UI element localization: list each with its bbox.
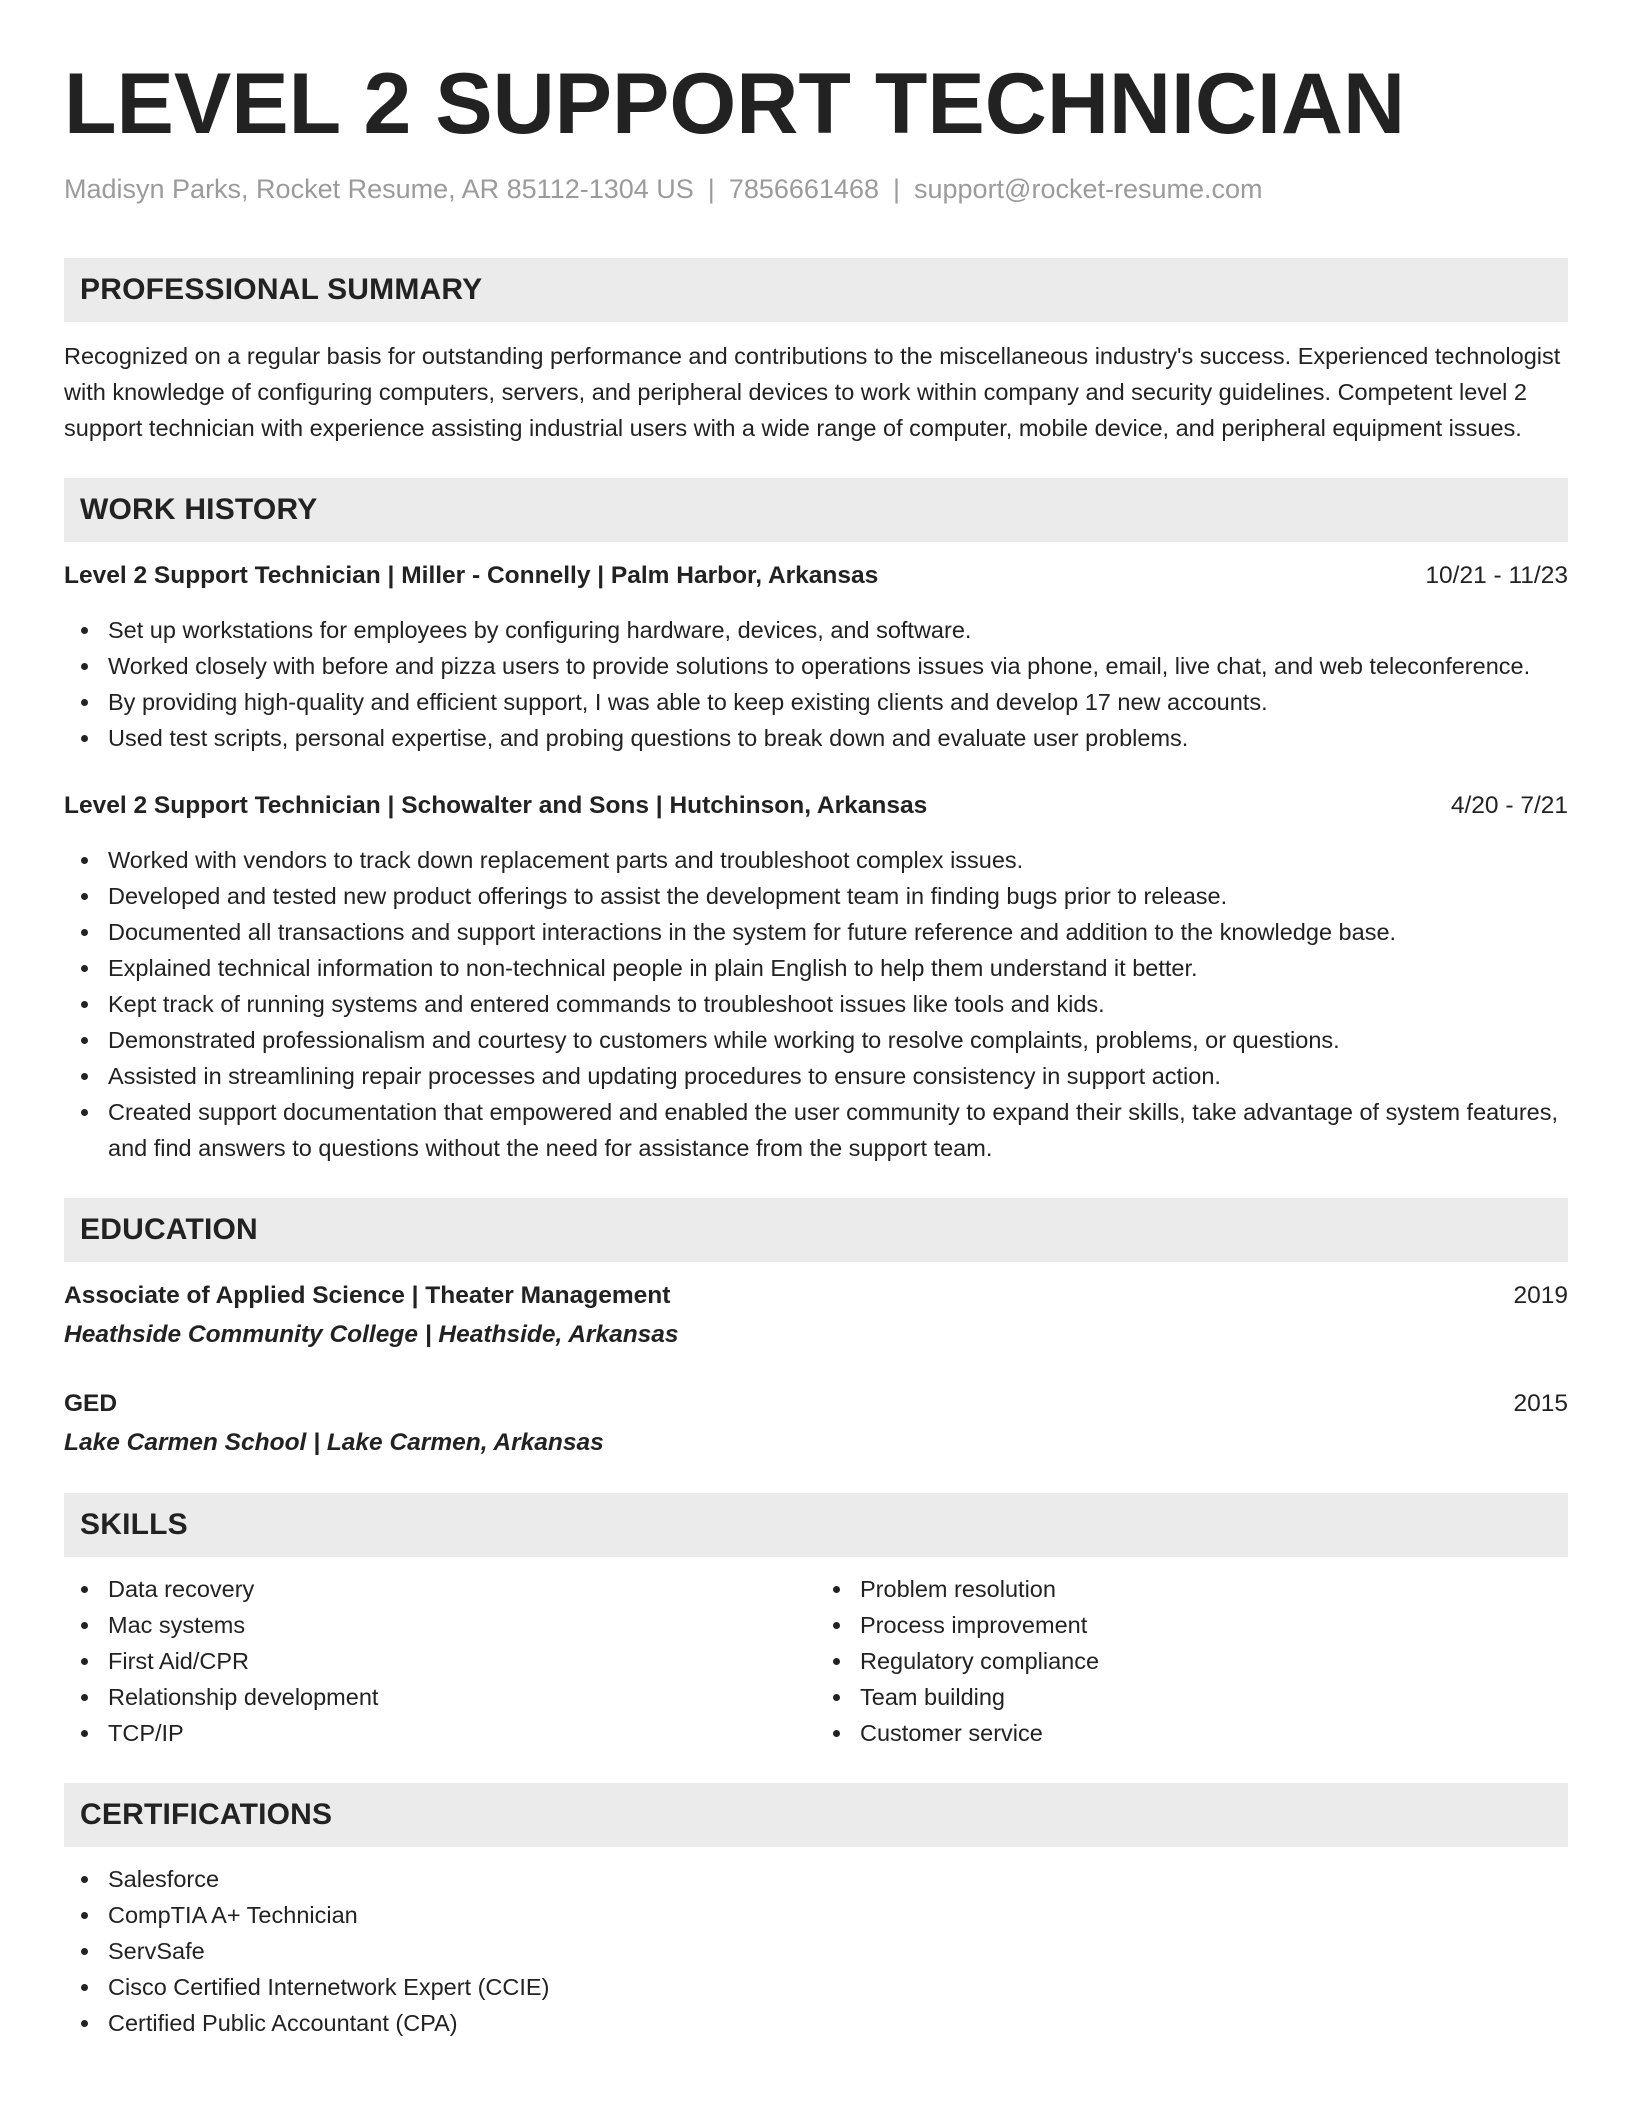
skills-list — [64, 1571, 1568, 1751]
certification-item: ServSafe — [108, 1933, 1568, 1969]
skill-item: Process improvement — [860, 1607, 1568, 1643]
contact-separator: | — [707, 174, 715, 204]
education-header — [64, 1278, 1568, 1314]
resume-page — [64, 0, 1568, 2041]
education-header — [64, 1386, 1568, 1422]
certification-item: Salesforce — [108, 1861, 1568, 1897]
job-entry — [64, 788, 1568, 1166]
contact-address: Madisyn Parks, Rocket Resume, AR 85112-1304 US — [64, 174, 694, 204]
resume-title: LEVEL 2 SUPPORT TECHNICIAN — [64, 56, 1406, 152]
education-entry — [64, 1386, 1568, 1461]
list-item: Explained technical information to non-technical people in plain English to help them understand it better. — [108, 950, 1568, 986]
section-header-certifications: CERTIFICATIONS — [64, 1783, 1568, 1847]
list-item: Used test scripts, personal expertise, and probing questions to break down and evaluate user problems. — [108, 720, 1568, 756]
certifications-list — [64, 1861, 1568, 2041]
list-item: Developed and tested new product offerings to assist the development team in finding bugs prior to release. — [108, 878, 1568, 914]
list-item: Kept track of running systems and entered commands to troubleshoot issues like tools and kids. — [108, 986, 1568, 1022]
list-item: Documented all transactions and support interactions in the system for future reference and addition to the knowledge base. — [108, 914, 1568, 950]
education-school: Lake Carmen School | Lake Carmen, Arkansas — [64, 1429, 604, 1456]
skills-column-left — [64, 1571, 816, 1751]
summary-text: Recognized on a regular basis for outstanding performance and contributions to the miscellaneous industry's success. Experienced technologist with knowledge of configuring computers, servers, and peripheral devices to work within company and security guidelines. Competent level 2 support technician with experience assisting industrial users with a wide range of computer, mobile device, and peripheral equipment issues. — [64, 343, 1561, 441]
education-degree: Associate of Applied Science | Theater Management — [64, 1282, 671, 1309]
skill-item: Mac systems — [108, 1607, 816, 1643]
contact-line — [64, 172, 1568, 206]
section-header-skills: SKILLS — [64, 1493, 1568, 1557]
section-header-education: EDUCATION — [64, 1198, 1568, 1262]
skill-item: Relationship development — [108, 1679, 816, 1715]
contact-phone: 7856661468 — [728, 174, 879, 204]
contact-separator: | — [892, 174, 900, 204]
skill-item: Customer service — [860, 1715, 1568, 1751]
certification-item: Certified Public Accountant (CPA) — [108, 2005, 1568, 2041]
job-header — [64, 788, 1568, 824]
skill-item: Problem resolution — [860, 1571, 1568, 1607]
education-year: 2019 — [1513, 1282, 1568, 1309]
section-header-work-history: WORK HISTORY — [64, 478, 1568, 542]
skill-item: First Aid/CPR — [108, 1643, 816, 1679]
list-item: Worked with vendors to track down replacement parts and troubleshoot complex issues. — [108, 842, 1568, 878]
education-degree: GED — [64, 1390, 118, 1417]
job-header — [64, 558, 1568, 594]
list-item: Set up workstations for employees by configuring hardware, devices, and software. — [108, 612, 1568, 648]
job-bullets — [64, 842, 1568, 1166]
skill-item: Data recovery — [108, 1571, 816, 1607]
list-item: Created support documentation that empowered and enabled the user community to expand their skills, take advantage of system features, and find answers to questions without the need for assistance from the support team. — [108, 1094, 1568, 1166]
list-item: By providing high-quality and efficient support, I was able to keep existing clients and develop 17 new accounts. — [108, 684, 1568, 720]
education-school: Heathside Community College | Heathside, Arkansas — [64, 1321, 679, 1348]
job-dates: 4/20 - 7/21 — [1450, 792, 1568, 819]
education-year: 2015 — [1513, 1390, 1568, 1417]
list-item: Assisted in streamlining repair processes and updating procedures to ensure consistency in support action. — [108, 1058, 1568, 1094]
skill-item: Regulatory compliance — [860, 1643, 1568, 1679]
certification-item: CompTIA A+ Technician — [108, 1897, 1568, 1933]
contact-email: support@rocket-resume.com — [914, 174, 1263, 204]
job-title: Level 2 Support Technician | Schowalter and Sons | Hutchinson, Arkansas — [64, 792, 928, 819]
education-entry — [64, 1278, 1568, 1353]
section-header-summary: PROFESSIONAL SUMMARY — [64, 258, 1568, 322]
job-dates: 10/21 - 11/23 — [1425, 562, 1568, 589]
skill-item: Team building — [860, 1679, 1568, 1715]
list-item: Worked closely with before and pizza users to provide solutions to operations issues via phone, email, live chat, and web teleconference. — [108, 648, 1568, 684]
list-item: Demonstrated professionalism and courtesy to customers while working to resolve complaints, problems, or questions. — [108, 1022, 1568, 1058]
job-title: Level 2 Support Technician | Miller - Connelly | Palm Harbor, Arkansas — [64, 562, 879, 589]
job-bullets — [64, 612, 1568, 756]
skill-item: TCP/IP — [108, 1715, 816, 1751]
certification-item: Cisco Certified Internetwork Expert (CCIE) — [108, 1969, 1568, 2005]
skills-column-right — [816, 1571, 1568, 1751]
job-entry — [64, 558, 1568, 756]
